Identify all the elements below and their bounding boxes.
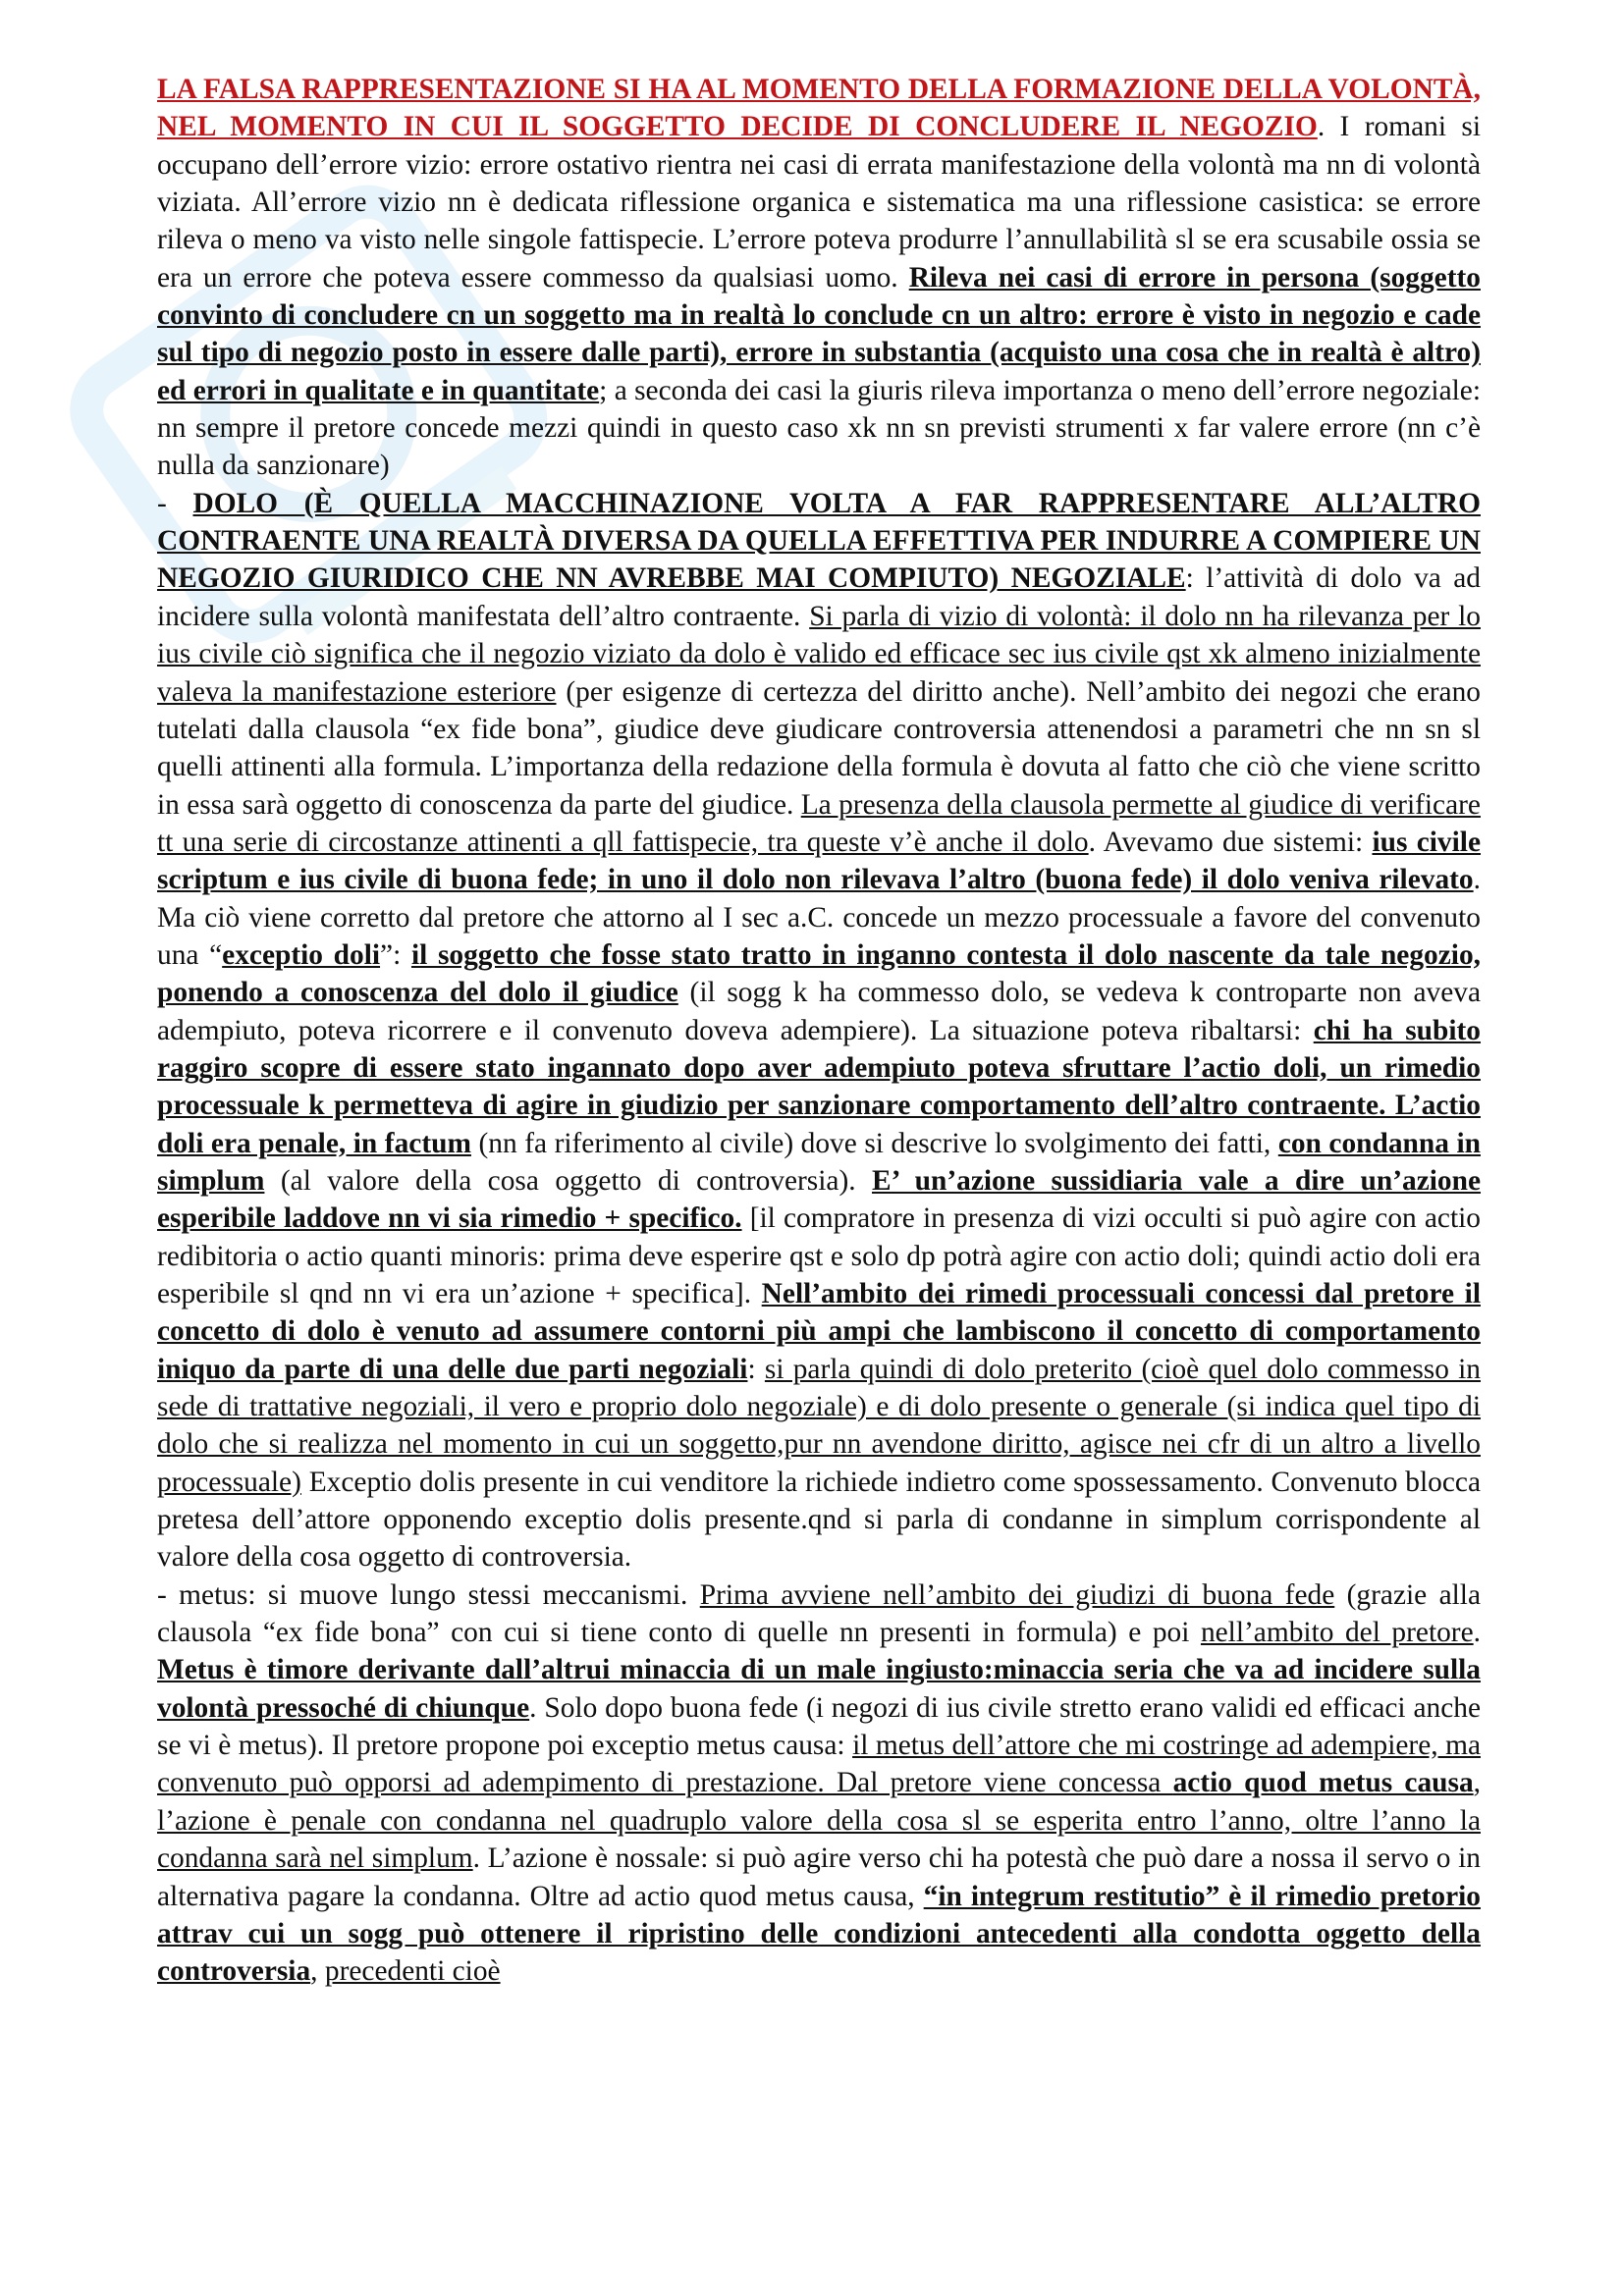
text-span: . (1473, 1617, 1481, 1649)
text-span: Metus è timore derivante dall’altrui minaccia di un male ingiusto:minaccia seria che va ad incidere sulla volontà pressoché di chiunque (157, 1654, 1481, 1724)
text-span: Si parla di vizio di volontà: il dolo nn ha rilevanza per lo ius civile ciò significa che il negozio viziato da dolo è valido ed efficace sec ius civile qst xk almeno inizialmente valeva la manifestazione esteriore (157, 600, 1481, 708)
text-span: precedenti cioè (324, 1955, 501, 1988)
text-span: il metus dell’attore che mi costringe ad adempiere, ma convenuto può opporsi ad adempimento di prestazione. Dal pretore viene concessa (157, 1730, 1481, 1799)
text-span: Rileva nei casi di errore in persona (soggetto convinto di concludere cn un soggetto ma in realtà lo conclude cn un altro: errore è visto in negozio e cade sul tipo di negozio posto in essere dalle parti), errore in substantia (acquisto una cosa che in realtà è altro) ed errori in qualitate e in quantitate (157, 261, 1481, 406)
text-span: (al valore della cosa oggetto di controversia). (264, 1164, 873, 1197)
text-span: (per esigenze di certezza del diritto anche). Nell’ambito dei negozi che erano tutelati dalla clausola “ex fide bona”, giudice deve giudicare controversia attenendosi a parametri che nn sn sl quelli attinenti alla formula. L’importanza della redazione della formula è dovuta al fatto che ciò che viene scritto in essa sarà oggetto di conoscenza da parte del giudice. (157, 675, 1481, 821)
text-span: DOLO (È QUELLA MACCHINAZIONE VOLTA A FAR RAPPRESENTARE ALL’ALTRO CONTRAENTE UNA REALTÀ DIVERSA DA QUELLA EFFETTIVA PER INDURRE A COMPIERE UN NEGOZIO GIURIDICO CHE NN AVREBBE MAI COMPIUTO) NEGOZIALE (157, 487, 1481, 595)
paragraph (157, 1576, 1481, 1991)
text-span: nell’ambito del pretore (1200, 1617, 1474, 1649)
text-span: actio quod metus causa (1172, 1767, 1474, 1799)
paragraph (157, 485, 1481, 1576)
text-span: (grazie alla clausola “ex fide bona” con cui si tiene conto di quelle nn presenti in formula) e poi (157, 1578, 1482, 1649)
text-span: . L’azione è nossale: si può agire verso chi ha potestà che può dare a nossa il servo o in alternativa pagare la condanna. Oltre ad actio quod metus causa, (157, 1842, 1482, 1912)
text-span: “in integrum restitutio” è il rimedio pretorio attrav cui un sogg può ottenere il ripristino delle condizioni antecedenti alla condotta oggetto della controversia (157, 1880, 1481, 1988)
text-span: , (1473, 1767, 1482, 1799)
text-span: exceptio doli (222, 938, 381, 971)
text-span: : (747, 1353, 765, 1385)
text-span: E’ un’azione sussidiaria vale a dire un’azione esperibile laddove nn vi sia rimedio + specifico. (157, 1164, 1482, 1235)
text-span: l’azione è penale con condanna nel quadruplo valore della cosa sl se esperita entro l’anno, oltre l’anno la condanna sarà nel simplum (157, 1804, 1481, 1875)
text-span: chi ha subito raggiro scopre di essere stato ingannato dopo aver adempiuto poteva sfruttare l’actio doli, un rimedio processuale k permetteva di agire in giudizio per sanzionare comportamento dell’altro contraente. L’actio doli era penale, in factum (157, 1014, 1481, 1159)
text-span: . Avevamo due sistemi: (1088, 826, 1373, 858)
text-span: con condanna in simplum (157, 1127, 1481, 1197)
text-span: : l’attività di dolo va ad incidere sulla volontà manifestata dell’altro contraente. (157, 562, 1481, 632)
text-span: . I romani si occupano dell’errore vizio: errore ostativo rientra nei casi di errata manifestazione della volontà ma nn di volontà viziata. All’errore vizio nn è dedicata riflessione organica e sistematica ma una riflessione casistica: se errore rileva o meno va visto nelle singole fattispecie. L’errore poteva produrre l’annullabilità sl se era scusabile ossia se era un errore che poteva essere commesso da qualsiasi uomo. (157, 111, 1481, 294)
text-span: - (157, 487, 193, 519)
text-span: (il sogg k ha commesso dolo, se vedeva k controparte non aveva adempiuto, poteva ricorrere e il convenuto doveva adempiere). La situazione poteva ribaltarsi: (157, 977, 1481, 1046)
text-span: LA FALSA RAPPRESENTAZIONE SI HA AL MOMENTO DELLA FORMAZIONE DELLA VOLONTÀ, NEL MOMENTO IN CUI IL SOGGETTO DECIDE DI CONCLUDERE IL NEGOZIO (157, 74, 1481, 143)
text-span: - metus: si muove lungo stessi meccanismi. (157, 1578, 700, 1611)
document-body (157, 71, 1481, 1991)
paragraph (157, 71, 1481, 485)
text-span: ; a seconda dei casi la giuris rileva importanza o meno dell’errore negoziale: nn sempre il pretore concede mezzi quindi in questo caso xk nn sn previsti strumenti x far valere errore (nn c’è nulla da sanzionare) (157, 374, 1481, 482)
text-span: ”: (380, 938, 411, 971)
text-span: . Ma ciò viene corretto dal pretore che attorno al I sec a.C. concede un mezzo processuale a favore del convenuto una “ (157, 864, 1481, 971)
text-span: ius civile scriptum e ius civile di buona fede; in uno il dolo non rilevava l’altro (buona fede) il dolo veniva rilevato (157, 826, 1481, 896)
text-span: (nn fa riferimento al civile) dove si descrive lo svolgimento dei fatti, (470, 1127, 1278, 1159)
text-span: Nell’ambito dei rimedi processuali concessi dal pretore il concetto di dolo è venuto ad assumere contorni più ampi che lambiscono il concetto di comportamento iniquo da parte di una delle due parti negoziali (157, 1278, 1481, 1385)
text-span: il soggetto che fosse stato tratto in inganno contesta il dolo nascente da tale negozio, ponendo a conoscenza del dolo il giudice (157, 938, 1481, 1009)
text-span: [il compratore in presenza di vizi occulti si può agire con actio redibitoria o actio quanti minoris: prima deve esperire qst e solo dp potrà agire con actio doli; quindi actio doli era esperibile sl qnd nn vi era un’azione + specifica]. (157, 1202, 1481, 1309)
text-span: Exceptio dolis presente in cui venditore la richiede indietro come spossessamento. Convenuto blocca pretesa dell’attore opponendo exceptio dolis presente.qnd si parla di condanne in simplum corrispondente al valore della cosa oggetto di controversia. (157, 1466, 1481, 1574)
text-span: . Solo dopo buona fede (i negozi di ius civile stretto erano validi ed efficaci anche se vi è metus). Il pretore propone poi exceptio metus causa: (157, 1691, 1481, 1762)
text-span: Prima avviene nell’ambito dei giudizi di buona fede (699, 1578, 1335, 1611)
text-span: si parla quindi di dolo preterito (cioè quel dolo commesso in sede di trattative negoziali, il vero e proprio dolo negoziale) e di dolo presente o generale (si indica quel tipo di dolo che si realizza nel momento in cui un soggetto,pur nn avendone diritto, agisce nei cfr di un altro a livello processuale) (157, 1353, 1482, 1498)
text-span: La presenza della clausola permette al giudice di verificare tt una serie di circostanze attinenti a qll fattispecie, tra queste v’è anche il dolo (157, 788, 1481, 858)
text-span: , (310, 1955, 325, 1988)
